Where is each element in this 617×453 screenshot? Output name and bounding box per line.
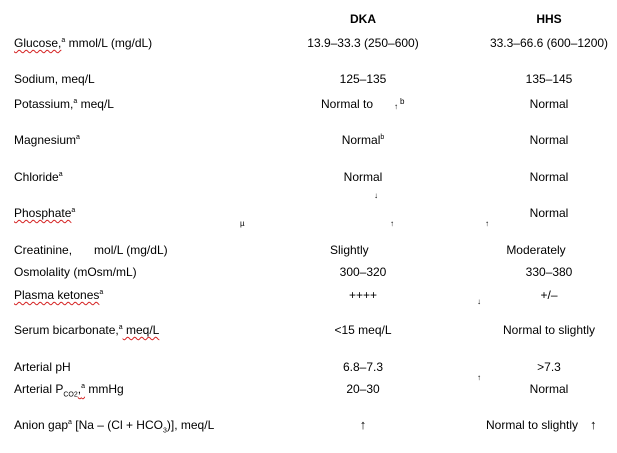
- dka-glucose: 13.9–33.3 (250–600): [307, 36, 419, 50]
- header-dka: DKA: [350, 12, 376, 26]
- phosphate-footnote: a: [71, 207, 76, 214]
- potassium-footnote: a: [73, 98, 78, 105]
- hhs-ph: >7.3: [537, 360, 561, 374]
- dka-creatinine: Slightly: [330, 243, 369, 257]
- magnesium-footnote: a: [76, 134, 80, 141]
- hhs-sodium: 135–145: [525, 72, 573, 86]
- row-label-pco2: [14, 382, 124, 399]
- row-label-phosphate: [14, 206, 75, 220]
- dka-magnesium-value: Normal: [341, 133, 381, 147]
- row-label-bicarbonate: [14, 323, 159, 337]
- bicarbonate-word: Serum bicarbonate,: [14, 323, 119, 337]
- dka-magnesium: [342, 133, 385, 147]
- row-label-creatinine: [14, 243, 168, 257]
- chloride-footnote: a: [58, 171, 63, 178]
- aniongap-formula: [Na – (Cl + HCO: [71, 418, 163, 432]
- row-label-potassium: [14, 97, 114, 111]
- hhs-ketones: +/–: [540, 288, 558, 302]
- pco2-word: Arterial P: [14, 382, 64, 396]
- potassium-unit: meq/L: [77, 97, 114, 111]
- up-arrow-icon: ↑: [590, 417, 597, 432]
- phosphate-word: Phosphate: [14, 206, 72, 220]
- potassium-dka-footnote: b: [400, 97, 405, 106]
- pco2-subscript: CO2: [63, 391, 78, 399]
- ketones-word: Plasma ketones: [14, 288, 100, 302]
- row-label-ph: Arterial pH: [14, 360, 71, 374]
- dka-chloride: Normal: [343, 170, 383, 184]
- glucose-word: Glucose,: [14, 36, 62, 50]
- hhs-bicarbonate: Normal to slightly: [502, 323, 596, 337]
- row-label-sodium: Sodium, meq/L: [14, 72, 95, 86]
- hhs-chloride: Normal: [529, 170, 569, 184]
- hhs-glucose: 33.3–66.6 (600–1200): [489, 36, 609, 50]
- creatinine-word: Creatinine,: [14, 243, 73, 257]
- row-label-aniongap: [14, 418, 215, 435]
- up-arrow-icon: ↑: [477, 373, 481, 382]
- aniongap-formula-end: )], meq/L: [166, 418, 215, 432]
- aniongap-formula-sub: 3: [162, 427, 167, 435]
- potassium-word: Potassium,: [14, 97, 74, 111]
- row-label-chloride: [14, 170, 63, 184]
- hhs-aniongap: Normal to slightly: [486, 418, 579, 432]
- glucose-footnote: a: [61, 37, 66, 44]
- header-hhs: HHS: [536, 12, 562, 26]
- pco2-footnote: a: [81, 383, 86, 390]
- aniongap-footnote: a: [68, 419, 72, 426]
- bicarbonate-unit: meq/L: [122, 323, 160, 337]
- chloride-word: Chloride: [14, 170, 59, 184]
- magnesium-word: Magnesium: [14, 133, 77, 147]
- hhs-osmolality: 330–380: [525, 265, 573, 279]
- dka-magnesium-footnote: b: [380, 134, 385, 141]
- row-label-osmolality: Osmolality (mOsm/mL): [14, 265, 137, 279]
- down-arrow-icon: ↓: [374, 191, 378, 200]
- bicarbonate-footnote: a: [118, 324, 123, 331]
- up-arrow-icon: ↑: [390, 219, 394, 228]
- dka-pco2: 20–30: [346, 382, 380, 396]
- down-arrow-icon: ↓: [477, 297, 481, 306]
- mu-symbol: µ: [240, 219, 245, 228]
- up-arrow-icon: ↑: [394, 102, 398, 111]
- hhs-creatinine: Moderately: [506, 243, 566, 257]
- aniongap-word: Anion gap: [14, 418, 69, 432]
- dka-bicarbonate: <15 meq/L: [334, 323, 392, 337]
- ketones-footnote: a: [99, 289, 104, 296]
- hhs-pco2: Normal: [529, 382, 569, 396]
- dka-ph: 6.8–7.3: [342, 360, 384, 374]
- pco2-unit: mmHg: [85, 382, 124, 396]
- hhs-potassium: Normal: [529, 97, 569, 111]
- row-label-magnesium: [14, 133, 80, 147]
- dka-aniongap-up-arrow-icon: ↑: [359, 417, 367, 432]
- glucose-unit: mmol/L (mg/dL): [65, 36, 153, 50]
- dka-potassium: Normal to: [321, 97, 374, 111]
- row-label-glucose: [14, 36, 152, 50]
- pco2-footnote-wrap: ,$^a$: [77, 382, 86, 396]
- hhs-phosphate: Normal: [529, 206, 569, 220]
- dka-osmolality: 300–320: [339, 265, 387, 279]
- dka-ketones: ++++: [348, 288, 378, 302]
- creatinine-unit: mol/L (mg/dL): [94, 243, 168, 257]
- dka-sodium: 125–135: [339, 72, 387, 86]
- row-label-ketones: [14, 288, 103, 302]
- up-arrow-icon: ↑: [485, 219, 489, 228]
- hhs-magnesium: Normal: [529, 133, 569, 147]
